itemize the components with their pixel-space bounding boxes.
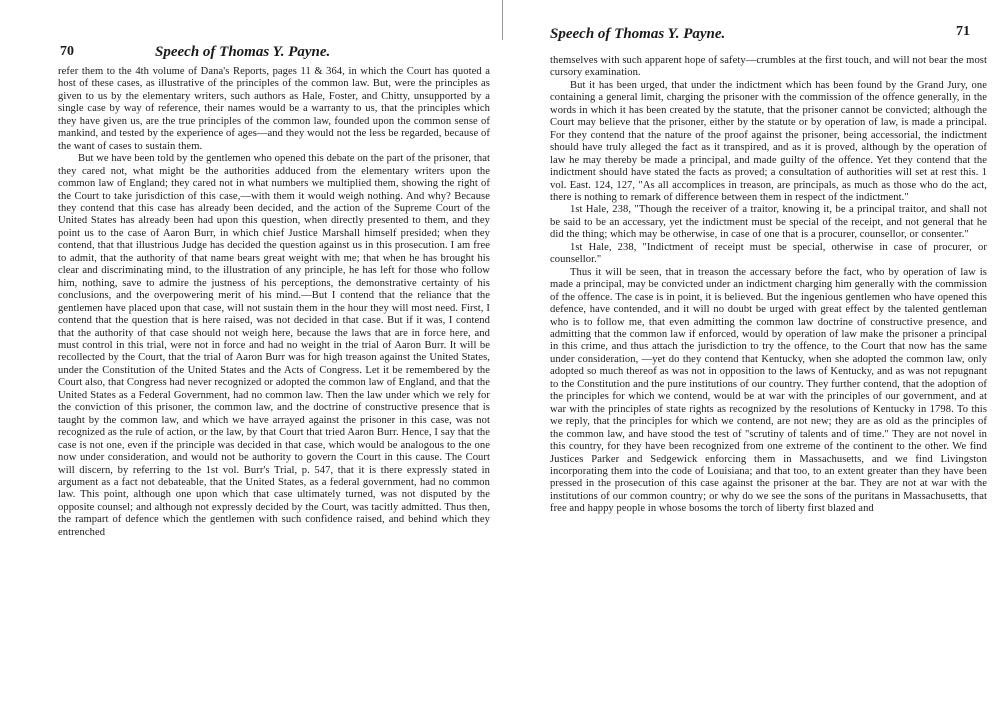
citation-paragraph: 1st Hale, 238, "Indictment of receipt must be special, otherwise in case of procurer, or counsellor.": [550, 241, 987, 266]
paragraph: But it has been urged, that under the indictment which has been found by the Grand Jury, one containing a general limit, charging the prisoner with the commission of the offence generally, in the words in which it has been created by the statute, that the prisoner cannot be convicted; although the Court may believe that the prisoner, either by the statute or by operation of law, is made a principal. For they contend that the nature of the proof against the prisoner, being accessorial, the indictment should have truly alleged the fact as it transpired, and as it is proved, although by the operation of law he may thereby be made a principal, and made guilty of the offence. Yet they contend that the indictment should have stated the facts as proved; a consultation of authorities will set at rest this. 1 vol. East. 124, 127, "As all accomplices in treason, are principals, as much as those who do the act, there is nothing to remark of difference between them in respect of the indictment.": [550, 79, 987, 203]
left-page-number: 70: [60, 44, 74, 59]
right-page-number: 71: [956, 24, 970, 39]
paragraph: refer them to the 4th volume of Dana's Reports, pages 11 & 364, in which the Court has quoted a host of these cases, as illustrative of the principles of the common law. But, were the principles as given to us by the elementary writers, such authors as Hale, Foster, and Chitty, unsupported by a single case by way of reference, their names would be a warranty to us, that the principles which they have given us, are the true principles of the common law, founded upon the common sense of mankind, and tested by the experience of ages—and they would not the less be regarded, because of the want of cases to sustain them.: [58, 66, 490, 152]
left-page-header: [60, 26, 490, 60]
paragraph: Thus it will be seen, that in treason the accessary before the fact, who by operation of law is made a principal, may be convicted under an indictment charging him generally with the commission of the offence. The case is in point, it is believed. But the ingenious gentlemen who have opened this defence, have contended, and it will no doubt be urged with great effect by the talented gentleman who is to follow me, that even admitting the common law doctrine of constructive presence, and admitting that the common law if enforced, would by operation of law make the prisoner a principal in this crime, and thus attach the jurisdiction to try the offence, to the Court that now has the same under consideration, —yet do they contend that Kentucky, when she adopted the common law, only adopted so much thereof as was not in opposition to the laws of Kentucky, and as was not repugnant to the Constitution and the pure institutions of our country. They further contend, that the adoption of the principles for which we contend, would be at war with the principles of our government, and at war with the principles of state rights as recognized by the resolutions of Kentucky in 1798. To this we reply, that the principles for which we contend, are not new; they are as old as the principles of the common law, and have stood the test of "scrutiny of talents and of time." They are not novel in this country, for they have been recognized from one extreme of the continent to the other. We find Justices Parker and Sedgewick enforcing them in Massachusetts, and we find Livingston incorporating them into the code of Louisiana; and that too, to an extent greater than they have been pressed in the prosecution of this case against the prisoner at the bar. They are not at war with the institutions of our common country; or why do we see the sons of the puritans in Massachusetts, that free and happy people in whose bosoms the torch of liberty first blazed and: [550, 266, 987, 515]
right-page: [505, 0, 1000, 716]
citation-paragraph: 1st Hale, 238, "Though the receiver of a traitor, knowing it, be a principal traitor, and shall not be said to be an accessary, yet the indictment must be special of the receipt, and not general that he did the thing; which may be otherwise, in case of one that is a procurer, counsellor, or consenter.": [550, 204, 987, 241]
right-page-header: [550, 26, 970, 48]
paragraph: But we have been told by the gentlemen who opened this debate on the part of the prisoner, that they cared not, what might be the authorities adduced from the elementary writers upon the common law of England; they cared not in what numbers we multiplied them, showing the right of the Court to take jurisdiction of this case,—with them it would weigh nothing. And why? Because they contend that this case has already been decided, and the action of the Supreme Court of the United States has already been had upon this question, when directly presented to them, and they point us to the case of Aaron Burr, in which chief Justice Marshall himself presided; when they contend, that that illustrious Judge has decided the question against us in this prosecution. I am free to admit, that the authority of that name bears great weight with me; that when he has brought his clear and discriminating mind, to the illustration of any principle, he has left for those who follow him, nothing, save to admire the justness of his perceptions, the demonstrative certainty of his conclusions, and the overpowering merit of his mind.—But I contend that the reliance that the gentlemen have placed upon that case, will not sustain them in the hour they will most need. First, I contend that the question that is here raised, was not decided in that case. But if it was, I contend that the authority of that case should not weigh here, because the laws that are in force here, and must control in this trial, were not in force and had no weight in the trial of Aaron Burr. It will be recollected by the Court, that the trial of Aaron Burr was for high treason against the United States, under the Constitution of the United States and the Acts of Congress. Let it be remembered by the Court also, that Congress had never recognized or adopted the common law of England, and that the United States as a Federal Government, had no common law. Then the law under which we rely for the conviction of this prisoner, the common law, and the doctrine of constructive presence that is taught by the common law, and which we have arrayed against the prisoner in this case, was not recognized as the rule of action, or the law, by that Court that tried Aaron Burr. Hence, I say that the case is not one, even if the principle was decided in that case, which would be analogous to the one now under consideration, and would not be authority to govern the Court in this cause. The Court will discern, by referring to the 1st vol. Burr's Trial, p. 547, that it is there expressly stated in argument as a fact not debateable, that the United States, as a federal government, had no common law. This point, although one upon which that case ultimately turned, was not disputed by the opposite counsel; and although not expressly decided by the Court, was tacitly admitted. Thus then, the rampart of defence which the gentlemen with such confidence raised, and behind which they entrenched: [58, 153, 490, 538]
page-gutter: [502, 0, 503, 40]
right-running-title: Speech of Thomas Y. Payne.: [550, 26, 726, 42]
left-running-title: Speech of Thomas Y. Payne.: [155, 44, 331, 60]
left-page-body: [58, 66, 490, 539]
right-page-body: [550, 55, 987, 516]
paragraph: themselves with such apparent hope of safety—crumbles at the first touch, and will not bear the most cursory examination.: [550, 55, 987, 79]
